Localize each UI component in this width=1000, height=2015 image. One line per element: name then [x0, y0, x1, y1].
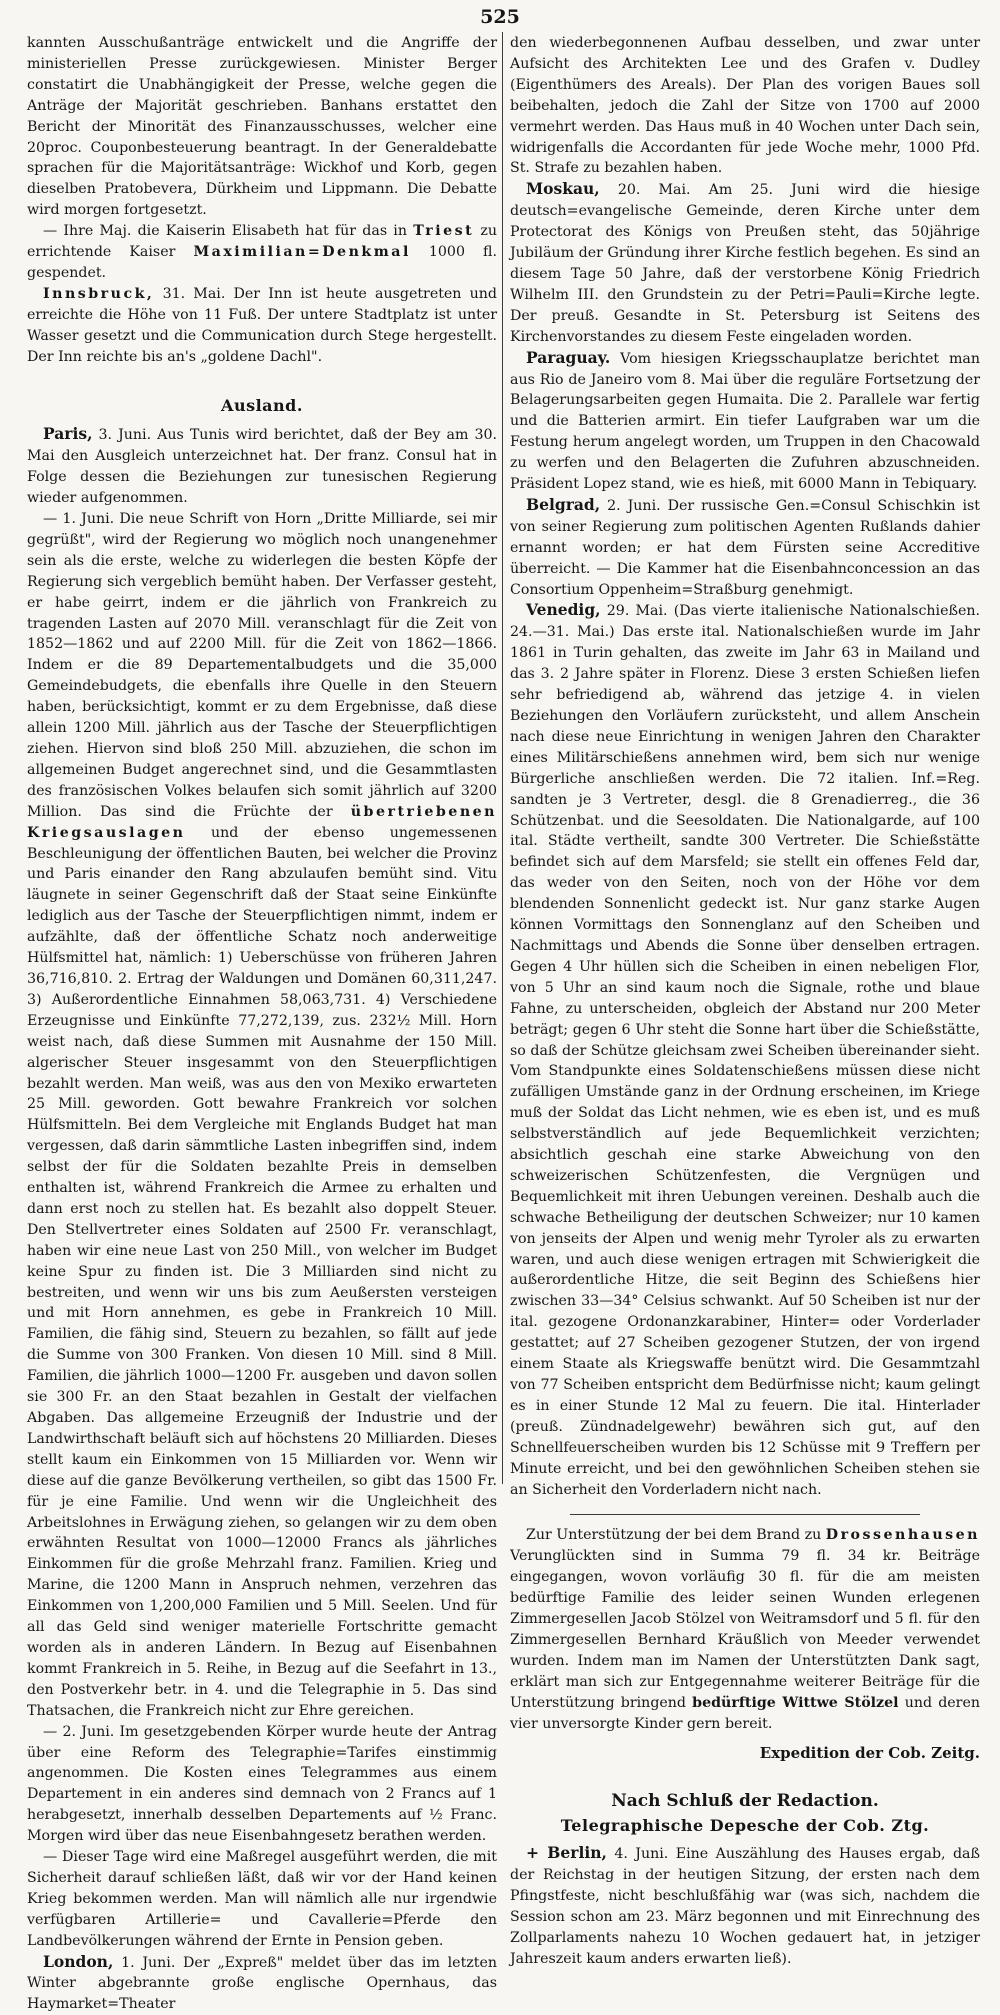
- heading-telegraphische-depesche: Telegraphische Depesche der Cob. Ztg.: [560, 1816, 930, 1836]
- paragraph-moskau: Moskau, 20. Mai. Am 25. Juni wird die hiesige deutsch=evangelische Gemeinde, deren Kirche unter dem Protectorat des Königs von Preußen steht, das 50jährige Jubiläum der Gründung ihrer Kirche festlich begehen. Es sind an diesem Tage 50 Jahre, daß der verstorbene König Friedrich Wilhelm III. den Grundstein zu der Petri=Pauli=Kirche legte. Der preuß. Gesandte in St. Petersburg ist Seitens des Kirchenvorstandes zu diesem Feste eingeladen worden.: [510, 179, 981, 345]
- paragraph-paris-4: — Dieser Tage wird eine Maßregel ausgeführt werden, die mit Sicherheit darauf schließen läßt, daß wir vor der Hand keinen Krieg bekommen werden. Man will nämlich alle nur irgendwie verfügbaren Artillerie= und Cavallerie=Pferde den Landbevölkerungen während der Ernte in Pension geben.: [27, 1849, 497, 1949]
- emphasis-kriegsauslagen: übertriebenen Kriegsauslagen: [27, 803, 497, 841]
- paragraph-belgrad: Belgrad, 2. Juni. Der russische Gen.=Consul Schischkin ist von seiner Regierung zum politischen Agenten Rußlands dahier ernannt worden; er hat dem Fürsten seine Accreditive überreicht. — Die Kammer hat die Eisenbahnconcession an das Consortium Oppenheim=Straßburg genehmigt.: [510, 494, 981, 598]
- dateline-paris: Paris,: [43, 424, 93, 444]
- dateline-venedig: Venedig,: [526, 600, 601, 620]
- page-number: 525: [480, 6, 520, 28]
- paragraph-venedig: Venedig, 29. Mai. (Das vierte italienische Nationalschießen. 24.—31. Mai.) Das erste ital. Nationalschießen wurde im Jahr 1861 in Turin gehalten, das zweite im Jahr 63 in Mailand und das 3. 2 Jahre später in Florenz. Diese 3 ersten Schießen liefen sehr befriedigend ab, während das jetzige 4. in vielen Beziehungen den Vorläufern zurücksteht, und allem Anschein nach diese neue Einrichtung in wenigen Jahren den Charakter eines Militärschießens annehmen wird, bem sich nur wenige Bürgerliche anschließen werden. Die 72 italien. Inf.=Reg. sandten je 3 Vertreter, desgl. die 8 Grenadierreg., die 36 Schützenbat. und die Seesoldaten. Die Nationalgarde, auf 100 ital. Städte vertheilt, sandte 300 Vertreter. Die Schießstätte befindet sich auf dem Marsfeld; sie stellt ein offenes Feld dar, das weder von den Seiten, noch von der Höhe vor dem blendenden Sonnenlicht gedeckt ist. Nur ganz starke Augen können Vormittags den Sonnenglanz auf den Scheiben und Nachmittags und Abends die Sonne über denselben ertragen. Gegen 4 Uhr hüllen sich die Scheiben in einen nebeligen Flor, von 5 Uhr an sind kaum noch die Signale, rothe und blaue Fahne, zu unterscheiden, obgleich der Abstand nur 200 Meter beträgt; gegen 6 Uhr steht die Sonne hart über die Schießstätte, so daß der Schütze gleichsam zwei Scheiben übereinander sieht. Vom Standpunkte eines Soldatenschießens müssen diese nicht zufälligen Umstände ganz in der Ordnung erscheinen, im Kriege muß der Soldat das Licht nehmen, wie es eben ist, und es muß selbstverständlich auf jede Bequemlichkeit verzichten; absichtlich geschah eine starke Abweichung von den schweizerischen Schützenfesten, die Vergnügen und Bequemlichkeit mit ihren Uebungen vereinen. Deshalb auch die schwache Betheiligung der deutschen Schweizer; nur 10 kamen von jenseits der Alpen und wenig mehr Tyroler als zu erwarten waren, und auch diese wenigen ertragen mit Schwierigkeit die außerordentliche Hitze, die seit Beginn des Schießens hier zwischen 33—34° Celsius schwankt. Auf 50 Scheiben ist nur der ital. gezogene Ordonanzkarabiner, Hinter= oder Vorderlader gestattet; auf 27 Scheiben gezogener Stutzen, der von irgend einem Staate als Kriegswaffe benützt wird. Die Gesammtzahl von 77 Scheiben entspricht dem Bedürfnisse nicht; kaum gelingt es in einer Stunde 12 Mal zu feuern. Die ital. Hinterlader (preuß. Zündnadelgewehr) bewähren sich gut, auf den Schnellfeuerscheiben wurden bis 12 Schüsse mit 9 Treffern per Minute erreicht, und bei den gewöhnlichen Scheiben stehen sie an Sicherheit den Vorderladern nicht nach.: [510, 600, 980, 1498]
- paragraph-paraguay: Paraguay. Vom hiesigen Kriegsschauplatze berichtet man aus Rio de Janeiro vom 8. Mai über die reguläre Fortsetzung der Belagerungsarbeiten gegen Humaita. Die 2. Parallele war fertig und die Batterien armirt. Ein tiefer Laufgraben war um die Festung herum angelegt worden, um Truppen in den Chacowald zu werfen und den Belagerten die Zufuhren abzuschneiden. Präsident Lopez stand, wie es hieß, mit 6000 Mann in Tebiquary.: [510, 347, 980, 493]
- emphasis-wittwe: bedürftige Wittwe Stölzel: [692, 1694, 899, 1711]
- dateline-berlin: + Berlin,: [526, 1843, 607, 1863]
- paragraph-paris-3: — 2. Juni. Im gesetzgebenden Körper wurde heute der Antrag über eine Reform des Telegraphie=Tarifes einstimmig angenommen. Die Kosten eines Telegrammes aus einem Departement in ein anderes sind demnach von 2 Francs auf 1 herabgesetzt, innerhalb desselben Departements auf ½ Franc. Morgen wird über das neue Eisenbahngesetz berathen werden.: [27, 1723, 497, 1845]
- maximilian-denkmal: Maximilian=Denkmal: [193, 244, 411, 261]
- paragraph-notice: Zur Unterstützung der bei dem Brand zu Drossenhausen Verunglückten sind in Summa 79 fl. 34 kr. Beiträge eingegangen, wovon vorläufig 30 fl. für die am meisten bedürftige Familie des leider seinen Wunden erlegenen Zimmergesellen Jacob Stölzel von Weitramsdorf und 5 fl. für den Zimmergesellen Bernhard Kräußlich von Meeder verwendet wurden. Indem man im Namen der Unterstützten Dank sagt, erklärt man sich zur Entgegennahme weiterer Beiträge für die Unterstützung bringend bedürftige Wittwe Stölzel und deren vier unversorgte Kinder gern bereit.: [510, 1527, 980, 1732]
- place-triest: Triest: [413, 223, 475, 240]
- section-heading-ausland: Ausland.: [221, 395, 303, 415]
- column-divider: [502, 32, 503, 1484]
- dateline-innsbruck: Innsbruck,: [43, 285, 155, 302]
- paragraph-innsbruck: Innsbruck, 31. Mai. Der Inn ist heute ausgetreten und erreichte die Höhe von 11 Fuß. Der untere Stadtplatz ist unter Wasser gesetzt und die Communication durch Stege hergestellt. Der Inn reichte bis an's „goldene Dachl".: [27, 285, 497, 365]
- place-drossenhausen: Drossenhausen: [825, 1527, 980, 1544]
- paragraph-london-cont: den wiederbegonnenen Aufbau desselben, und zwar unter Aufsicht des Architekten Lee und des Grafen v. Dudley (Eigenthümers des Areals). Der Plan des vorigen Baues soll beibehalten, jedoch die Zahl der Sitze von 1700 auf 2000 vermehrt werden. Das Haus muß in 40 Wochen unter Dach sein, widrigenfalls die Accordanten für jede Woche mehr, 1000 Pfd. St. Strafe zu bezahlen haben.: [510, 35, 980, 177]
- paragraph-paris-1: Paris, 3. Juni. Aus Tunis wird berichtet, daß der Bey am 30. Mai den Ausgleich unterzeichnet hat. Der franz. Consul hat in Folge dessen die Beziehungen zur tunesischen Regierung wieder aufgenommen.: [27, 424, 498, 507]
- dateline-moskau: Moskau,: [526, 179, 600, 199]
- dateline-belgrad: Belgrad,: [526, 494, 601, 514]
- separator-rule: [570, 1514, 920, 1515]
- notice-signature: Expedition der Cob. Zeitg.: [759, 1743, 980, 1762]
- paragraph-london: London, 1. Juni. Der „Expreß" meldet über das im letzten Winter abgebrannte große englische Opernhaus, das Haymarket=Theater: [27, 1951, 497, 2013]
- left-column: [27, 33, 498, 2013]
- dateline-paraguay: Paraguay.: [526, 347, 611, 367]
- heading-nach-schluss: Nach Schluß der Redaction.: [611, 1791, 879, 1812]
- paragraph-berlin: + Berlin, 4. Juni. Eine Auszählung des Hauses ergab, daß der Reichstag in der heutigen Sitzung, der ersten nach dem Pfingstfeste, nicht beschlußfähig war (was sich, nachdem die Session schon am 23. März begonnen und mit Einrechnung des Zollparlaments nahezu 10 Wochen gedauert hat, in jetziger Jahreszeit kaum anders erwarten ließ).: [510, 1843, 980, 1967]
- paragraph-kaiserin: — Ihre Maj. die Kaiserin Elisabeth hat für das in Triest zu errichtende Kaiser Maximilian=Denkmal 1000 fl. gespendet.: [27, 223, 497, 281]
- dateline-london: London,: [43, 1951, 114, 1971]
- paragraph-reichsrat: kannten Ausschußanträge entwickelt und die Angriffe der ministeriellen Presse zurückgewiesen. Minister Berger constatirt die Unabhängigkeit der Presse, welche gegen die Anträge der Majorität geschrieben. Banhans erstattet den Bericht der Minorität des Finanzausschusses, welcher eine 20proc. Couponbesteuerung beantragt. In der Generaldebatte sprachen für die Majoritätsanträge: Wickhof und Korb, gegen dieselben Pratobevera, Dürkheim und Lippmann. Die Debatte wird morgen fortgesetzt.: [27, 35, 497, 219]
- paragraph-paris-2: — 1. Juni. Die neue Schrift von Horn „Dritte Milliarde, sei mir gegrüßt", wird der Regierung wo möglich noch unangenehmer sein als die erste, welche zu widerlegen die besten Köpfe der Regierung sich vergeblich bemüht haben. Der Verfasser gesteht, er habe geirrt, indem er die jährlich von Frankreich zu tragenden Lasten auf 2070 Mill. veranschlagt für die Zeit von 1852—1862 und auf 2200 Mill. für die Zeit von 1862—1866. Indem er die 89 Departementalbudgets und die 35,000 Gemeindebudgets, die ebenfalls ihre Quelle in den Steuern haben, berücksichtigt, kommt er zu dem Ergebnisse, daß diese allein 1200 Mill. jährlich aus der Tasche der Steuerpflichtigen ziehen. Hiervon sind bloß 250 Mill. abzuziehen, die schon im allgemeinen Budget angerechnet sind, und die Gesammtlasten des französischen Volkes belaufen sich somit jährlich auf 3200 Million. Das sind die Früchte der übertriebenen Kriegsauslagen und der ebenso ungemessenen Beschleunigung der öffentlichen Bauten, bei welcher die Provinz und Paris einander den Rang abzulaufen bemüht sind. Vitu läugnete in seiner Gegenschrift daß der Staat seine Einkünfte lediglich aus der Tasche der Steuerpflichtigen nimmt, indem er aufzählte, daß der öffentliche Schatz noch anderweitige Hülfsmittel hat, nämlich: 1) Ueberschüsse von früheren Jahren 36,716,810. 2. Ertrag der Waldungen und Domänen 60,311,247. 3) Außerordentliche Einnahmen 58,063,731. 4) Verschiedene Erzeugnisse und Einkünfte 77,272,139, zus. 232½ Mill. Horn weist nach, daß diese Summen mit Ausnahme der 150 Mill. algerischer Steuer insgesammt von den Steuerpflichtigen bezahlt werden. Man weiß, was aus den von Mexiko erwarteten 25 Mill. geworden. Gott bewahre Frankreich vor solchen Hülfsmitteln. Bei dem Vergleiche mit Englands Budget hat man vergessen, daß darin sämmtliche Lasten inbegriffen sind, indem selbst der für die Soldaten bezahlte Preis in demselben enthalten ist, während Frankreich die Armee zu erhalten und dann erst noch zu stellen hat. Es bezahlt also doppelt Steuer. Den Stellvertreter eines Soldaten auf 2500 Fr. veranschlagt, haben wir eine neue Last von 250 Mill., von welcher im Budget keine Spur zu finden ist. Die 3 Milliarden sind nicht zu bestreiten, und wenn wir uns bis zum Aeußersten versteigen und mit Horn annehmen, es gebe in Frankreich 10 Mill. Familien, die fähig sind, Steuern zu bezahlen, so fällt auf jede die Summe von 300 Franken. Von diesen 10 Mill. sind 8 Mill. Familien, die jährlich 1000—1200 Fr. ausgeben und davon sollen sie 300 Fr. an den Staat bezahlen in Gestalt der vielfachen Abgaben. Das allgemeine Erzeugniß der Industrie und der Landwirthschaft beläuft sich auf höchstens 20 Milliarden. Dieses stellt kaum ein Einkommen von 15 Milliarden vor. Wenn wir diese auf die ganze Bevölkerung vertheilen, so gibt das 1500 Fr. für je eine Familie. Und wenn wir die Ungleichheit des Arbeitslohnes in Erwägung ziehen, so gelangen wir zu dem oben erwähnten Resultat von 1000—12000 Francs als jährliches Einkommen für die große Mehrzahl franz. Familien. Krieg und Marine, die 1200 Mann in Anspruch nehmen, verzehren das Einkommen von 1,200,000 Familien und 5 Mill. Seelen. Und für all das Geld sind weniger materielle Fortschritte gemacht worden als in anderen Ländern. In Bezug auf Eisenbahnen kommt Frankreich in 5. Reihe, in Bezug auf die Seefahrt in 13., den Postverkehr betr. in 4. und die Telegraphie in 5. Das sind Thatsachen, die Frankreich nicht zur Ehre gereichen.: [27, 511, 497, 1719]
- right-column: [510, 33, 981, 1967]
